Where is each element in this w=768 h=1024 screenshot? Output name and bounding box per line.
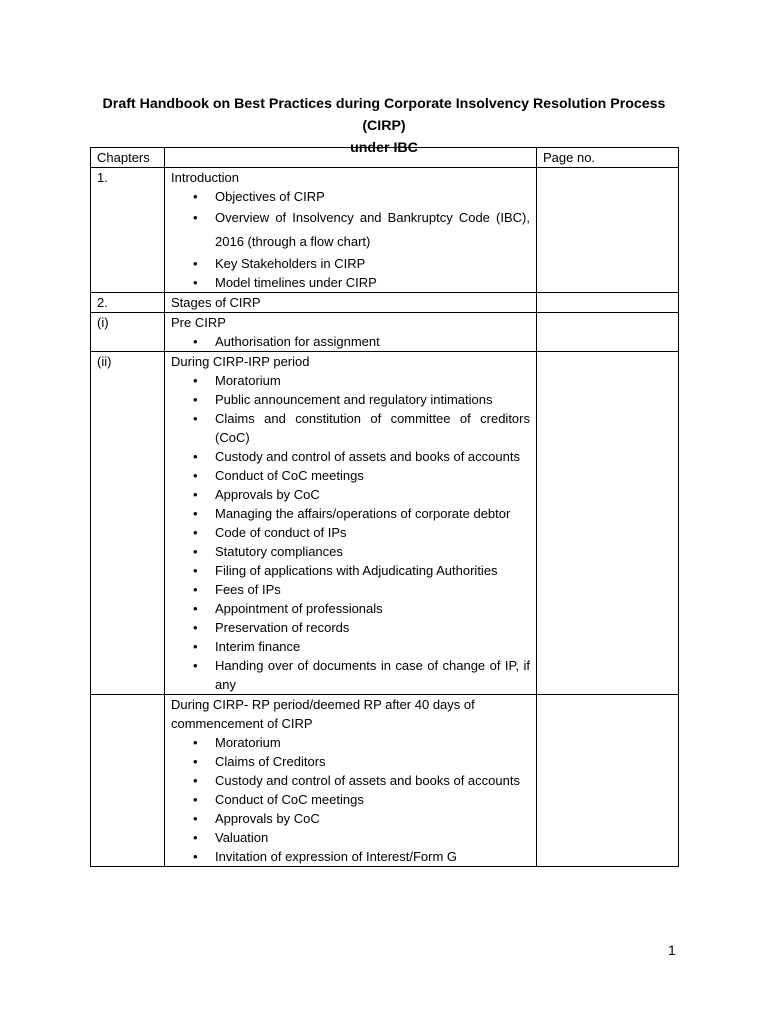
list-item: • Objectives of CIRP	[215, 187, 530, 206]
table-row	[91, 168, 679, 293]
table-header-row	[91, 148, 679, 168]
chapter-number	[91, 695, 165, 867]
list-item: • Custody and control of assets and books of accounts	[215, 771, 530, 790]
chapter-content	[165, 293, 537, 313]
chapter-content	[165, 313, 537, 352]
list-item: • Invitation of expression of Interest/Form G	[215, 847, 530, 866]
chapter-item-list	[171, 187, 530, 292]
chapter-item-list	[171, 332, 530, 351]
page-number-cell	[537, 313, 679, 352]
chapter-heading: During CIRP- RP period/deemed RP after 40 days of commencement of CIRP	[171, 697, 475, 731]
chapter-content	[165, 168, 537, 293]
chapter-number: 1.	[91, 168, 165, 293]
header-topic	[165, 148, 537, 168]
list-item: • Valuation	[215, 828, 530, 847]
list-item: • Preservation of records	[215, 618, 530, 637]
chapter-heading: Introduction	[171, 170, 239, 185]
list-item: • Approvals by CoC	[215, 485, 530, 504]
chapter-number: 2.	[91, 293, 165, 313]
list-item: • Moratorium	[215, 371, 530, 390]
list-item: • Key Stakeholders in CIRP	[215, 254, 530, 273]
list-item: • Moratorium	[215, 733, 530, 752]
chapter-number: (ii)	[91, 352, 165, 695]
list-item: • Appointment of professionals	[215, 599, 530, 618]
list-item: • Public announcement and regulatory intimations	[215, 390, 530, 409]
table-row	[91, 352, 679, 695]
header-chapters: Chapters	[91, 148, 165, 168]
chapter-heading: Stages of CIRP	[171, 295, 261, 310]
page-number-cell	[537, 168, 679, 293]
list-item: • Conduct of CoC meetings	[215, 466, 530, 485]
chapter-heading: Pre CIRP	[171, 315, 226, 330]
chapter-item-list	[171, 733, 530, 866]
header-page-no: Page no.	[537, 148, 679, 168]
title-line-2: under IBC	[350, 140, 418, 156]
page-number-cell	[537, 352, 679, 695]
title-line-1: Draft Handbook on Best Practices during Corporate Insolvency Resolution Process (CIRP)	[102, 96, 666, 134]
list-item: • Overview of Insolvency and Bankruptcy Code (IBC), 2016 (through a flow chart)	[215, 206, 530, 254]
chapter-content	[165, 352, 537, 695]
list-item: • Authorisation for assignment	[215, 332, 530, 351]
chapter-content	[165, 695, 537, 867]
list-item: • Fees of IPs	[215, 580, 530, 599]
table-row	[91, 313, 679, 352]
list-item: • Custody and control of assets and books of accounts	[215, 447, 530, 466]
table-row	[91, 293, 679, 313]
page-number: 1	[668, 942, 676, 958]
list-item: • Claims of Creditors	[215, 752, 530, 771]
list-item: • Managing the affairs/operations of corporate debtor	[215, 504, 530, 523]
list-item: • Approvals by CoC	[215, 809, 530, 828]
list-item: • Code of conduct of IPs	[215, 523, 530, 542]
page-number-cell	[537, 293, 679, 313]
table-row	[91, 695, 679, 867]
list-item: • Conduct of CoC meetings	[215, 790, 530, 809]
list-item: • Claims and constitution of committee of creditors (CoC)	[215, 409, 530, 447]
list-item: • Interim finance	[215, 637, 530, 656]
chapter-item-list	[171, 371, 530, 694]
list-item: • Model timelines under CIRP	[215, 273, 530, 292]
contents-table	[90, 147, 679, 867]
page-number-cell	[537, 695, 679, 867]
list-item: • Handing over of documents in case of change of IP, if any	[215, 656, 530, 694]
list-item: • Statutory compliances	[215, 542, 530, 561]
list-item: • Filing of applications with Adjudicating Authorities	[215, 561, 530, 580]
chapter-number: (i)	[91, 313, 165, 352]
chapter-heading: During CIRP-IRP period	[171, 354, 310, 369]
